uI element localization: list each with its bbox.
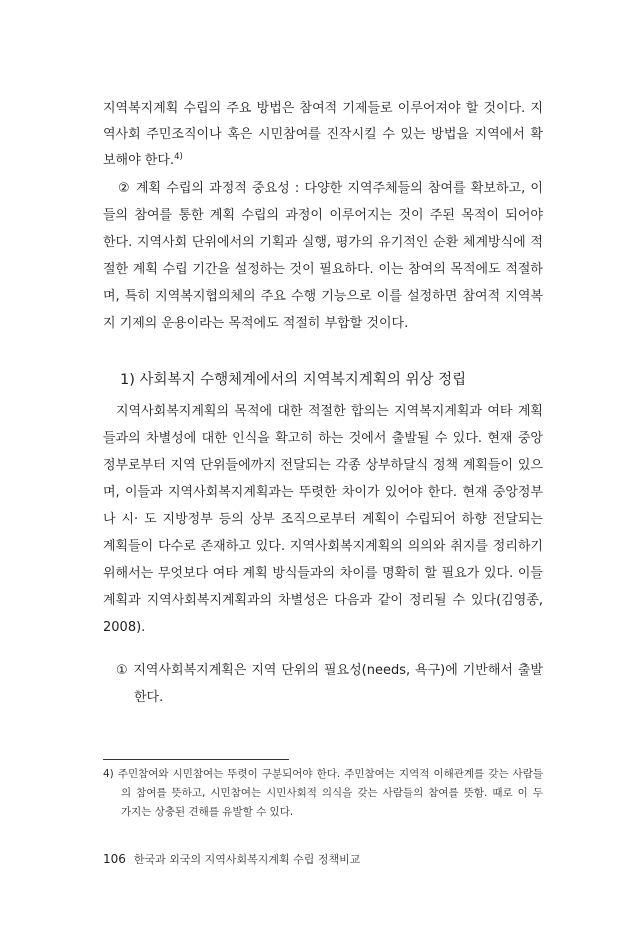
page-footer — [103, 852, 360, 867]
paragraph-line: 지역복지계획 수립의 주요 방법은 참여적 기제들로 이루어져야 할 것이다. 지 — [103, 101, 543, 116]
page-number: 106 — [103, 852, 126, 866]
paragraph-line: 나 시· 도 지방정부 등의 상부 조직으로부터 계획이 수립되어 하향 전달되는 — [103, 512, 543, 527]
paragraph-line: 지역사회복지계획의 목적에 대한 적절한 합의는 지역복지계획과 여타 계획 — [116, 404, 543, 419]
paragraph-line: 역사회 주민조직이나 혹은 시민참여를 진작시킬 수 있는 방법을 지역에서 확 — [103, 127, 543, 142]
section-heading: 1) 사회복지 수행체계에서의 지역복지계획의 위상 정립 — [120, 372, 467, 388]
paragraph-line: 들과의 차별성에 대한 인식을 확고히 하는 것에서 출발될 수 있다. 현재 중앙 — [103, 431, 543, 446]
footnote-divider — [103, 759, 289, 760]
paragraph-line: 2008). — [103, 620, 146, 635]
paragraph-line: 한다. 지역사회 단위에서의 기획과 실행, 평가의 유기적인 순환 체계방식에 적 — [103, 235, 543, 250]
paragraph-line: 들의 참여를 통한 계획 수립의 과정이 이루어지는 것이 주된 목적이 되어야 — [103, 208, 543, 223]
paragraph-line: 절한 계획 수립 기간을 설정하는 것이 필요하다. 이는 참여의 목적에도 적절하 — [103, 262, 543, 277]
paragraph-line-text: 보해야 한다. — [103, 153, 175, 168]
paragraph-line: ② 계획 수립의 과정적 중요성 : 다양한 지역주체들의 참여를 확보하고, 이 — [118, 181, 543, 196]
paragraph-line: 며, 이들과 지역사회복지계획과는 뚜렷한 차이가 있어야 한다. 현재 중앙정부 — [103, 485, 543, 500]
footnote-line: 가지는 상충된 견해를 유발할 수 있다. — [121, 806, 294, 818]
paragraph-line — [103, 152, 543, 170]
footnote-line: 의 참여를 뜻하고, 시민참여는 시민사회적 의식을 갖는 사람들의 참여를 뜻함. 때로 이 두 — [121, 787, 543, 799]
footnote-reference[interactable]: 4) — [174, 152, 183, 162]
paragraph-line: 계획들이 다수로 존재하고 있다. 지역사회복지계획의 의의와 취지를 정리하기 — [103, 539, 543, 554]
book-title: 한국과 외국의 지역사회복지계획 수립 정책비교 — [133, 853, 361, 866]
paragraph-line: 지 기제의 운용이라는 목적에도 적절히 부합할 것이다. — [103, 316, 409, 331]
paragraph-line: 며, 특히 지역복지협의체의 주요 수행 기능으로 이를 설정하면 참여적 지역복 — [103, 289, 543, 304]
list-item-line: 한다. — [134, 690, 164, 705]
paragraph-line: 정부로부터 지역 단위들에까지 전달되는 각종 상부하달식 정책 계획들이 있으 — [103, 458, 543, 473]
list-item-line: ① 지역사회복지계획은 지역 단위의 필요성(needs, 욕구)에 기반해서 출발 — [116, 663, 543, 678]
paragraph-line: 위해서는 무엇보다 여타 계획 방식들과의 차이를 명확히 할 필요가 있다. 이들 — [103, 566, 543, 581]
footnote-line: 4) 주민참여와 시민참여는 뚜렷이 구분되어야 한다. 주민참여는 지역적 이해관계를 갖는 사람들 — [103, 768, 543, 780]
paragraph-line: 계획과 지역사회복지계획과의 차별성은 다음과 같이 정리될 수 있다(김영종, — [103, 593, 543, 608]
